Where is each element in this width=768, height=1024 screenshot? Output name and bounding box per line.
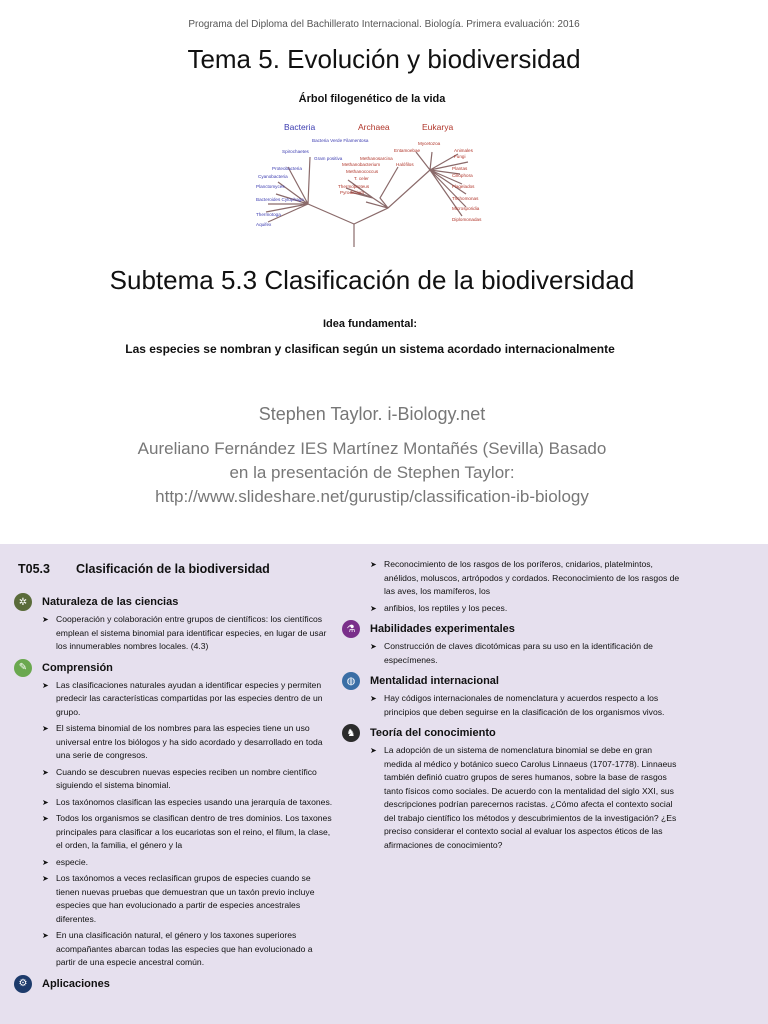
list-item (42, 796, 334, 810)
bullet-arrow-icon: ➤ (42, 874, 49, 883)
section-heading-label: Naturaleza de las ciencias (42, 596, 179, 608)
panel-title-text: Clasificación de la biodiversidad (76, 562, 270, 576)
nature-of-science-icon: ✲ (14, 593, 32, 611)
tree-label: Gram positiva (314, 156, 343, 161)
bullet-arrow-icon: ➤ (42, 931, 49, 940)
bullet-arrow-icon: ➤ (42, 767, 49, 777)
tree-label: Bacteria Verde Filamentosa (312, 138, 369, 143)
syllabus-section (342, 619, 682, 667)
theory-of-knowledge-icon: ♞ (342, 724, 360, 742)
section-heading-label: Aplicaciones (42, 977, 110, 990)
list-item-text: El sistema binomial de los nombres para las especies tiene un uso universal entre los biólogos y ha sido acordado y desarrollado en toda una serie de congresos. (56, 723, 323, 760)
key-idea-label: Idea fundamental: (322, 318, 418, 330)
list-item-text: En una clasificación natural, el género y los taxones superiores acompañantes abarcan todas las especies que han evolucionado a partir de una especie ancestral común. (56, 930, 313, 967)
bullet-arrow-icon: ➤ (42, 615, 49, 624)
tree-label: Entamoebae (394, 148, 421, 153)
bullet-arrow-icon: ➤ (42, 814, 49, 823)
list-item (370, 692, 682, 719)
bullet-arrow-icon: ➤ (42, 724, 49, 733)
page-title: Tema 5. Evolución y biodiversidad (187, 44, 581, 74)
tree-label: Ciliophora (452, 173, 473, 178)
tree-label: Methanococcus (346, 169, 379, 174)
section-items (14, 613, 334, 654)
list-item-text: especie. (56, 856, 89, 867)
list-item-text: Reconocimiento de los rasgos de los poríferos, cnidarios, platelmintos, anélidos, moluscos, artrópodos y cordados. Reconocimiento de los rasgos de las aves, los mamíferos, los (384, 559, 680, 596)
tree-label: Proteobacteria (272, 166, 302, 171)
credit-url: http://www.slideshare.net/gurustip/classification-ib-biology (155, 487, 589, 506)
tree-label: Animales (454, 148, 473, 153)
tree-label: Pyrodictium (340, 190, 364, 195)
list-item-text: anfibios, los reptiles y los peces. (384, 602, 508, 613)
tree-label: Cyanobacteria (258, 174, 288, 179)
tree-label: Plantas (452, 166, 468, 171)
tree-label: Methanobacterium (342, 162, 381, 167)
section-heading (342, 671, 682, 691)
tree-domain-archaea: Archaea (358, 122, 390, 132)
tree-domain-eukarya: Eukarya (422, 122, 454, 132)
tree-label: Microsporidia (452, 206, 480, 211)
tree-title: Árbol filogenético de la vida (298, 93, 446, 105)
bullet-arrow-icon: ➤ (42, 797, 49, 807)
section-heading-label: Mentalidad internacional (370, 675, 499, 687)
document-header: Programa del Diploma del Bachillerato Internacional. Biología. Primera evaluación: 2016 (188, 19, 580, 30)
phylogenetic-tree (248, 112, 498, 252)
phylogenetic-tree-figure (248, 112, 498, 252)
syllabus-section (342, 723, 682, 852)
panel-title (18, 562, 334, 576)
list-item-text: Los taxónomos clasifican las especies usando una jerarquía de taxones. (56, 796, 333, 807)
tree-label: T. celer (354, 176, 369, 181)
list-item (42, 856, 334, 870)
list-item-text: Cooperación y colaboración entre grupos de científicos: los científicos emplean el sistema binomial para identificar especies, en lugar de usar los innumerables nombres locales. (4.3) (56, 614, 327, 651)
tree-label: Flagelados (452, 184, 475, 189)
list-item (42, 929, 334, 970)
section-items (342, 744, 682, 852)
globe-icon: ◍ (342, 672, 360, 690)
applications-list (342, 558, 682, 615)
credit-line: Aureliano Fernández IES Martínez Montañés (Sevilla) Basado (137, 439, 607, 458)
bullet-arrow-icon: ➤ (370, 642, 377, 651)
syllabus-panel (0, 544, 768, 1024)
tree-label: Trichomonas (452, 196, 479, 201)
section-items (342, 692, 682, 719)
tree-label: Mycetozoa (418, 141, 441, 146)
tree-label: Halófilos (396, 162, 414, 167)
list-item-text: La adopción de un sistema de nomenclatura binomial se debe en gran medida al médico y botánico sueco Carolus Linnaeus (1707-1778). Linnaeus también definió cuatro grupos de seres humanos, sobre la base de rasgos tanto físicos como sociales. De acuerdo con la mentalidad del siglo XXI, sus descripciones podrían parecernos racistas. ¿Cómo afecta el contexto social del trabajo científico los métodos y descubrimientos de la investigación? ¿Es preciso considerar el contexto social al evaluar los aspectos éticos de las afirmaciones de conocimiento? (384, 745, 677, 850)
list-item (42, 766, 334, 793)
subtopic-title: Subtema 5.3 Clasificación de la biodiversidad (109, 265, 635, 295)
syllabus-left-column (14, 558, 334, 994)
section-heading (342, 619, 682, 639)
key-idea-text: Las especies se nombran y clasifican según un sistema acordado internacionalmente (125, 342, 615, 356)
skills-icon: ⚗ (342, 620, 360, 638)
syllabus-section (14, 658, 334, 970)
list-item-text: Construcción de claves dicotómicas para su uso en la identificación de especímenes. (384, 641, 653, 665)
tree-label: Thermoproteus (338, 184, 370, 189)
tree-label: Diplomonadas (452, 217, 482, 222)
section-heading-label: Habilidades experimentales (370, 623, 515, 635)
tree-label: Aquifex (256, 222, 272, 227)
tree-label: Spirochaetes (282, 149, 309, 154)
tree-label: Methanosarcina (360, 156, 393, 161)
list-item-text: Todos los organismos se clasifican dentro de tres dominios. Los taxones principales para clasificar a los eucariotas son el reino, el filum, la clase, el orden, la familia, el género y la (56, 813, 332, 850)
bullet-arrow-icon: ➤ (370, 603, 377, 613)
section-heading-label: Comprensión (42, 661, 113, 674)
list-item (42, 679, 334, 720)
section-heading (14, 592, 334, 612)
bullet-arrow-icon: ➤ (370, 746, 377, 755)
section-heading (14, 974, 334, 994)
section-heading-label: Teoría del conocimiento (370, 727, 496, 739)
panel-code: T05.3 (18, 562, 50, 576)
list-item (370, 602, 682, 616)
understanding-icon: ✎ (14, 659, 32, 677)
section-items (14, 679, 334, 970)
section-items (342, 640, 682, 667)
credit-line: en la presentación de Stephen Taylor: (229, 463, 515, 482)
bullet-arrow-icon: ➤ (42, 680, 49, 690)
list-item (42, 613, 334, 654)
bullet-arrow-icon: ➤ (42, 857, 49, 867)
bullet-arrow-icon: ➤ (370, 560, 377, 569)
list-item (42, 812, 334, 853)
tree-label: Planctomyces (256, 184, 285, 189)
list-item (370, 640, 682, 667)
syllabus-section (14, 592, 334, 654)
list-item-text: Las clasificaciones naturales ayudan a identificar especies y permiten predecir las características compartidas por las especies dentro de un grupo. (56, 679, 323, 717)
credit-block (0, 437, 744, 509)
list-item-text: Cuando se descubren nuevas especies reciben un nombre científico siguiendo el sistema binomial. (56, 766, 317, 790)
bullet-arrow-icon: ➤ (370, 694, 377, 703)
applications-icon: ⚙ (14, 975, 32, 993)
list-item (370, 558, 682, 599)
list-item-text: Hay códigos internacionales de nomenclatura y acuerdos respecto a los principios que deben seguirse en la clasificación de los organismos vivos. (384, 693, 665, 717)
syllabus-section (14, 974, 334, 994)
syllabus-section (342, 671, 682, 719)
list-item-text: Los taxónomos a veces reclasifican grupos de especies cuando se tienen nuevas pruebas que demuestran que un taxón previo incluye especies que han evolucionado a partir de especies ancestrales diferentes. (56, 873, 315, 924)
section-heading (342, 723, 682, 743)
tree-label: Thermotoga (256, 212, 281, 217)
tree-label: Fungi (454, 154, 466, 159)
list-item (42, 722, 334, 763)
section-heading (14, 658, 334, 678)
list-item (42, 872, 334, 926)
syllabus-right-column (342, 558, 682, 856)
tree-domain-bacteria: Bacteria (284, 122, 316, 132)
tree-label: Bacteroides Cytophaga (256, 197, 304, 202)
author-line: Stephen Taylor. i-Biology.net (258, 404, 486, 424)
list-item (370, 744, 682, 852)
